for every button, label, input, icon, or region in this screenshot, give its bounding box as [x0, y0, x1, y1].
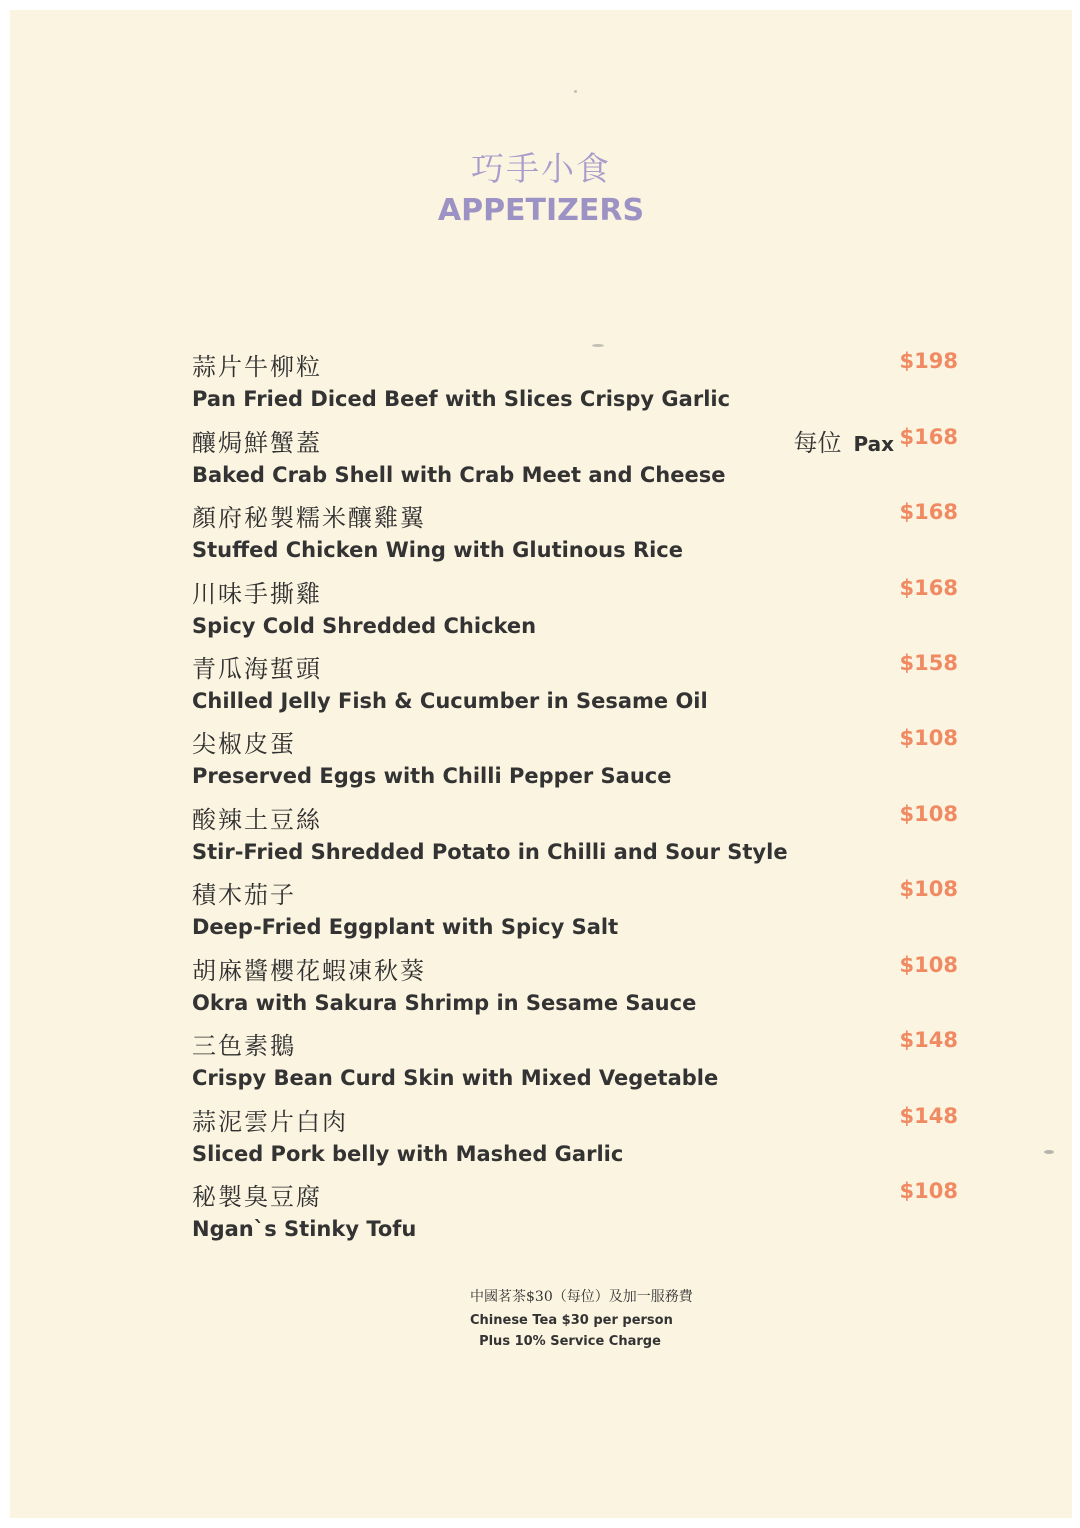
item-price: $148 — [899, 1104, 958, 1128]
section-title-en: APPETIZERS — [437, 193, 645, 228]
item-name-en: Baked Crab Shell with Crab Meet and Cheese — [192, 463, 726, 487]
menu-item — [192, 423, 958, 499]
menu-item — [192, 498, 958, 574]
menu-item — [192, 347, 958, 423]
item-price: $198 — [899, 349, 958, 373]
menu-item — [192, 724, 958, 800]
menu-item — [192, 1177, 958, 1253]
item-name-zh: 川味手撕雞 — [192, 580, 322, 608]
item-name-en: Okra with Sakura Shrimp in Sesame Sauce — [192, 991, 697, 1015]
item-price: $108 — [899, 726, 958, 750]
item-name-zh: 酸辣土豆絲 — [192, 806, 322, 834]
paper-speck — [574, 90, 577, 93]
item-unit-zh: 每位 — [793, 429, 842, 457]
item-unit-en: Pax — [853, 432, 894, 456]
item-price: $108 — [899, 953, 958, 977]
item-name-zh: 胡麻醬櫻花蝦凍秋葵 — [192, 957, 426, 985]
item-price: $108 — [899, 877, 958, 901]
item-name-zh: 青瓜海蜇頭 — [192, 655, 322, 683]
item-name-en: Deep-Fried Eggplant with Spicy Salt — [192, 915, 619, 939]
item-name-zh: 顏府秘製糯米釀雞翼 — [192, 504, 426, 532]
menu-item — [192, 574, 958, 650]
item-name-en: Crispy Bean Curd Skin with Mixed Vegetable — [192, 1066, 719, 1090]
service-charge-note: Plus 10% Service Charge — [479, 1334, 661, 1349]
tea-note-zh: 中國茗茶$30（每位）及加一服務費 — [470, 1289, 693, 1305]
item-price: $148 — [899, 1028, 958, 1052]
tea-note-en: Chinese Tea $30 per person — [470, 1313, 673, 1328]
item-name-zh: 蒜泥雲片白肉 — [192, 1108, 348, 1136]
item-name-en: Pan Fried Diced Beef with Slices Crispy Garlic — [192, 387, 731, 411]
item-price: $168 — [899, 576, 958, 600]
item-name-zh: 積木茄子 — [192, 881, 296, 909]
item-name-zh: 釀焗鮮蟹蓋 — [192, 429, 322, 457]
menu-item — [192, 875, 958, 951]
item-name-zh: 三色素鵝 — [192, 1032, 296, 1060]
item-price: $108 — [899, 1179, 958, 1203]
menu-item — [192, 649, 958, 725]
section-title-zh: 巧手小食 — [471, 149, 611, 188]
item-name-en: Chilled Jelly Fish & Cucumber in Sesame Oil — [192, 689, 708, 713]
menu-item — [192, 800, 958, 876]
menu-item — [192, 1026, 958, 1102]
footer-notes — [470, 1286, 693, 1352]
item-name-en: Sliced Pork belly with Mashed Garlic — [192, 1142, 624, 1166]
item-name-en: Stir-Fried Shredded Potato in Chilli and Sour Style — [192, 840, 788, 864]
paper-speck — [1044, 1150, 1054, 1154]
paper-speck — [592, 344, 604, 347]
item-name-en: Ngan`s Stinky Tofu — [192, 1217, 417, 1241]
item-name-en: Preserved Eggs with Chilli Pepper Sauce — [192, 764, 672, 788]
menu-page — [10, 10, 1072, 1518]
menu-item — [192, 1102, 958, 1178]
item-name-en: Stuffed Chicken Wing with Glutinous Rice — [192, 538, 683, 562]
item-price: $108 — [899, 802, 958, 826]
item-name-en: Spicy Cold Shredded Chicken — [192, 614, 537, 638]
item-price: $168 — [899, 425, 958, 449]
item-name-zh: 秘製臭豆腐 — [192, 1183, 322, 1211]
menu-item — [192, 951, 958, 1027]
item-price: $158 — [899, 651, 958, 675]
item-unit — [793, 423, 894, 458]
item-name-zh: 蒜片牛柳粒 — [192, 353, 322, 381]
item-name-zh: 尖椒皮蛋 — [192, 730, 296, 758]
item-price: $168 — [899, 500, 958, 524]
